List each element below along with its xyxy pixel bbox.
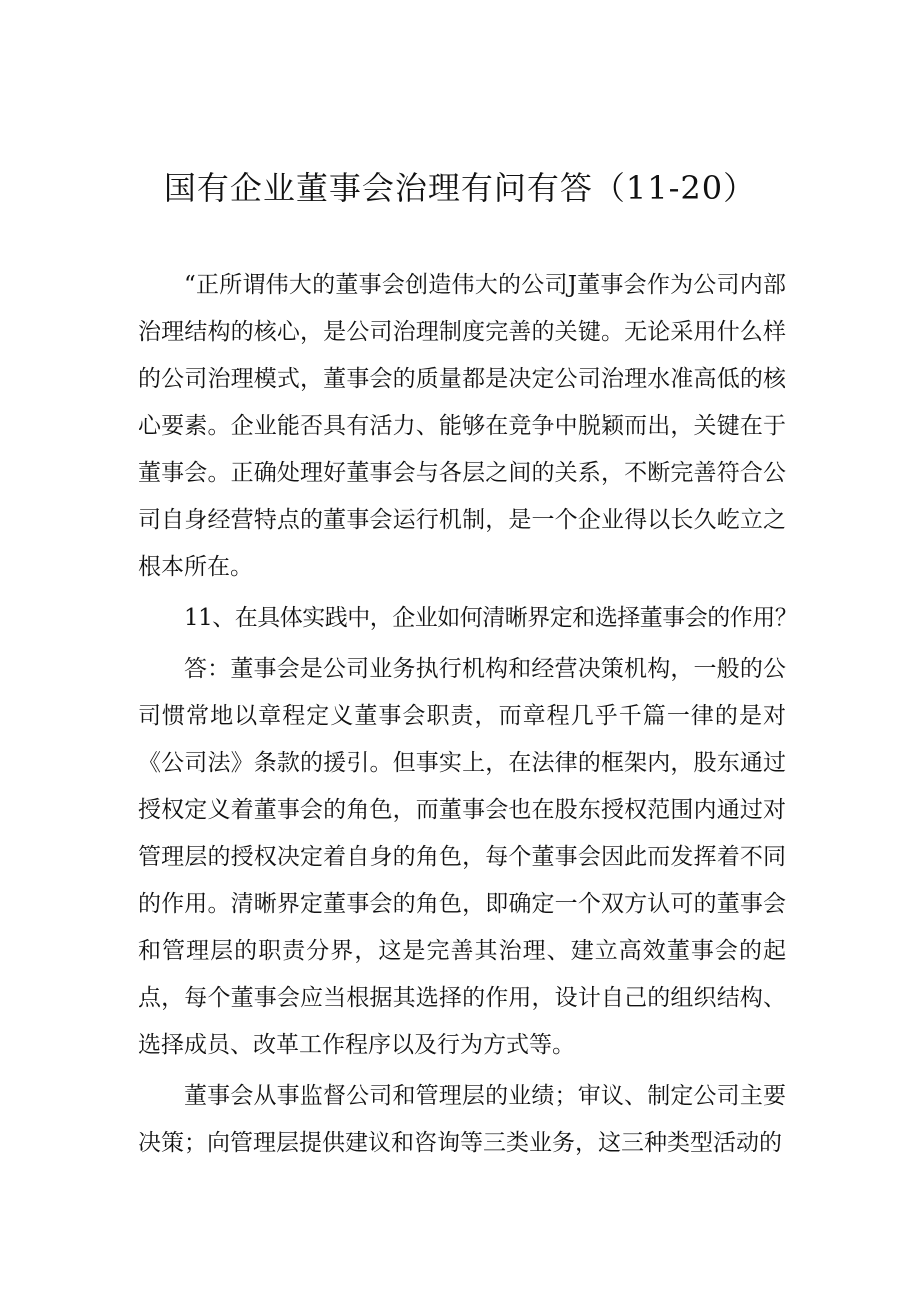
answer-11-paragraph: 答：董事会是公司业务执行机构和经营决策机构，一般的公司惯常地以章程定义董事会职责，而章程几乎千篇一律的是对《公司法》条款的援引。但事实上，在法律的框架内，股东通过授权定义着董事会的角色，而董事会也在股东授权范围内通过对管理层的授权决定着自身的角色，每个董事会因此而发挥着不同的作用。清晰界定董事会的角色，即确定一个双方认可的董事会和管理层的职责分界，这是完善其治理、建立高效董事会的起点，每个董事会应当根据其选择的作用，设计自己的组织结构、选择成员、改革工作程序以及行为方式等。 [138,656,786,1058]
intro-paragraph: “正所谓伟大的董事会创造伟大的公司J董事会作为公司内部治理结构的核心，是公司治理制度完善的关键。无论采用什么样的公司治理模式，董事会的质量都是决定公司治理水准高低的核心要素。企业能否具有活力、能够在竞争中脱颖而出，关键在于董事会。正确处理好董事会与各层之间的关系，不断完善符合公司自身经营特点的董事会运行机制，是一个企业得以长久屹立之根本所在。 [138,272,786,580]
board-activities-paragraph: 董事会从事监督公司和管理层的业绩；审议、制定公司主要决策；向管理层提供建议和咨询等三类业务，这三种类型活动的 [138,1083,786,1156]
document-body [138,262,798,1171]
document-title: 国有企业董事会治理有问有答（11-20） [163,169,757,207]
question-11: 11、在具体实践中，企业如何清晰界定和选择董事会的作用？ [184,605,798,631]
